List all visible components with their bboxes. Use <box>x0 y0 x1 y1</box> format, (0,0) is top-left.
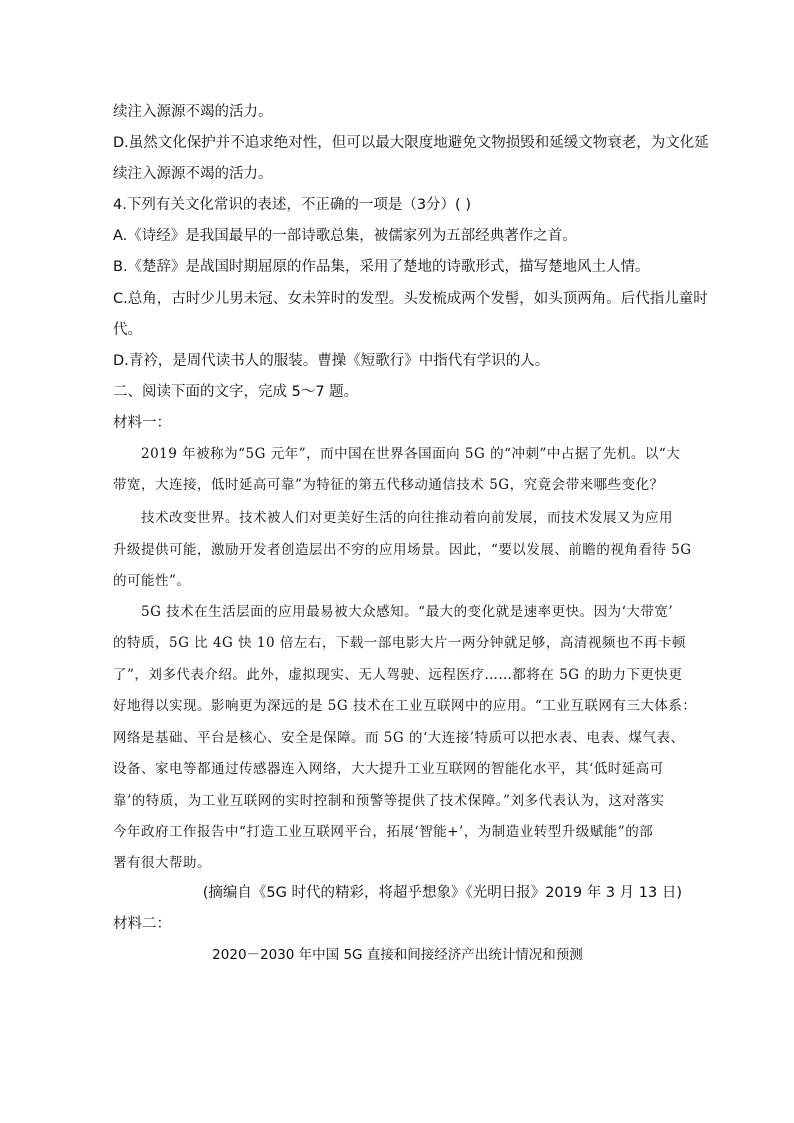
question-4: 4.下列有关文化常识的表述，不正确的一项是（3分）( ) <box>113 197 471 213</box>
material-2-label: 材料二： <box>113 916 171 932</box>
option-c-cont: 代。 <box>113 322 142 338</box>
section-heading: 二、阅读下面的文字，完成 5～7 题。 <box>113 384 359 400</box>
material-1-text: 今年政府工作报告中“打造工业互联网平台，拓展‘智能+’，为制造业转型升级赋能”的部 <box>113 824 654 840</box>
material-1-text: 2019 年被称为“5G 元年”，而中国在世界各国面向 5G 的“冲刺”中占据了先机。以“大 <box>141 446 681 462</box>
material-1-text: 技术改变世界。技术被人们对更美好生活的向往推动着向前发展，而技术发展又为应用 <box>141 510 673 526</box>
material-1-text: 好地得以实现。影响更为深远的是 5G 技术在工业互联网中的应用。“工业互联网有三大体系： <box>113 698 697 714</box>
text-line: 续注入源源不竭的活力。 <box>113 104 273 120</box>
option-c: C.总角，古时少儿男未冠、女未笄时的发型。头发梳成两个发髻，如头顶两角。后代指儿童时 <box>113 291 708 307</box>
material-1-text: 升级提供可能，激励开发者创造层出不穷的应用场景。因此，“要以发展、前瞻的视角看待 5G <box>113 542 692 558</box>
material-1-label: 材料一： <box>113 415 171 431</box>
material-1-text: 5G 技术在生活层面的应用最易被大众感知。“最大的变化就是速率更快。因为‘大带宽’ <box>141 604 674 620</box>
material-1-text: 了”，刘多代表介绍。此外，虚拟现实、无人驾驶、远程医疗……都将在 5G 的助力下更快更 <box>113 667 683 683</box>
material-1-text: 署有很大帮助。 <box>113 855 211 871</box>
option-d-line: D.虽然文化保护并不追求绝对性，但可以最大限度地避免文物损毁和延缓文物衰老，为文化延 <box>113 135 709 151</box>
chart-title: 2020－2030 年中国 5G 直接和间接经济产出统计情况和预测 <box>212 947 583 963</box>
material-1-text: 网络是基础、平台是核心、安全是保障。而 5G 的‘大连接’特质可以把水表、电表、煤气表、 <box>113 730 685 746</box>
option-d: D.青衿，是周代读书人的服装。曹操《短歌行》中指代有学识的人。 <box>113 353 550 369</box>
material-1-text: 设备、家电等都通过传感器连入网络，大大提升工业互联网的智能化水平，其‘低时延高可 <box>113 761 664 777</box>
option-b: B.《楚辞》是战国时期屈原的作品集，采用了楚地的诗歌形式，描写楚地风土人情。 <box>113 259 650 275</box>
material-1-text: 的特质，5G 比 4G 快 10 倍左右，下载一部电影大片一两分钟就足够，高清视频也不再卡顿 <box>113 635 686 651</box>
option-a: A.《诗经》是我国最早的一部诗歌总集，被儒家列为五部经典著作之首。 <box>113 228 577 244</box>
material-1-text: 带宽，大连接，低时延高可靠”为特征的第五代移动通信技术 5G，究竟会带来哪些变化？ <box>113 477 664 493</box>
source-citation: (摘编自《5G 时代的精彩，将超乎想象》《光明日报》2019 年 3 月 13 日) <box>202 885 682 901</box>
text-line: 续注入源源不竭的活力。 <box>113 166 273 182</box>
material-1-text: 靠’的特质，为工业互联网的实时控制和预警等提供了技术保障。”刘多代表认为，这对落实 <box>113 793 665 809</box>
material-1-text: 的可能性”。 <box>113 573 191 589</box>
